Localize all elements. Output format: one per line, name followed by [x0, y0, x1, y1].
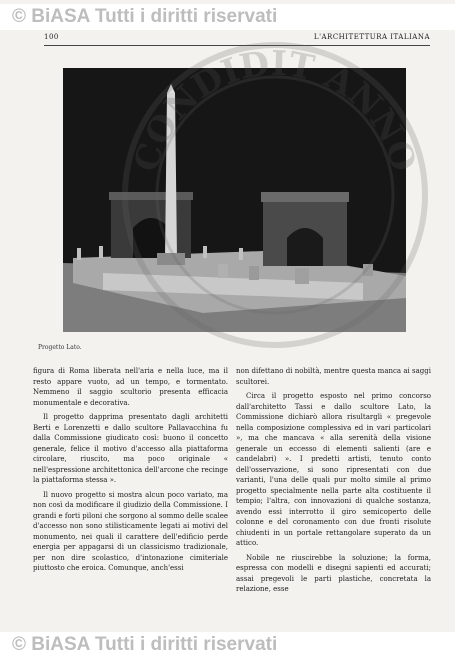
monument-model-photo [63, 68, 406, 332]
paragraph: figura di Roma liberata nell'aria e nella luce, ma il resto appare vuoto, ad un tempo, e tormentato. Nemmeno il saggio scultorio presenta efficacia monumentale e decorativa. [33, 367, 228, 407]
stamp-text: CONDIDIT ANNO [126, 43, 424, 177]
figure-caption: Progetto Lato. [38, 344, 82, 351]
paragraph: Nobile ne riuscirebbe la soluzione; la forma, espressa con modelli e disegni sapienti ed accurati; assai pregevoli le parti plastiche, concretata la relazione, esse [236, 553, 431, 593]
page-number: 100 [44, 33, 59, 41]
journal-title: L'ARCHITETTURA ITALIANA [313, 33, 430, 41]
page-header [44, 33, 430, 45]
right-column [236, 366, 431, 599]
left-column [33, 366, 228, 578]
copyright-watermark-top: © BiASA Tutti i diritti riservati [0, 4, 455, 30]
copyright-watermark-bottom: © BiASA Tutti i diritti riservati [0, 632, 455, 658]
paragraph: Circa il progetto esposto nel primo concorso dall'architetto Tassi e dallo scultore Lato, la Commissione dichiarò allora risultargli « pregevole nella composizione complessiva ed in vari particolari », ma che mancava « alla serenità della visione generale un eccesso di elementi salienti (are e candelabri) ». I predetti artisti, tenuto conto dell'osservazione, si sono ripresentati con due varianti, l'una delle quali pur molto simile al primo progetto specialmente nella parte alta costituente il tempio; l'altra, con innovazioni di qualche sostanza, avendo essi interrotto il giro semicoperto delle colonne e del coronamento con due fronti risolute chiudenti in un portale rettangolare superato da un attico. [236, 392, 431, 547]
paragraph: Il nuovo progetto si mostra alcun poco variato, ma non così da modificare il giudizio della Commissione. I grandi e forti piloni che sorgono al sommo delle scalee d'accesso non sono stilisticamente legati ai motivi del monumento, nei quali il carattere dell'edificio perde energia per appagarsi di un classicismo tradizionale, per non dire scolastico, d'intonazione cimiteriale piuttosto che eroica. Comunque, anch'essi [33, 490, 228, 572]
paragraph: Il progetto dapprima presentato dagli architetti Berti e Lorenzetti e dallo scultore Pallavacchina fu dalla Commissione giudicato così: buono il concetto generale, felice il motivo d'accesso alla piattaforma circolare, riuscito, ma poco originale « nell'espressione architettonica dell'arcone che recinge la piattaforma stessa ». [33, 413, 228, 484]
header-rule [44, 45, 430, 46]
monument-model-illustration [63, 68, 406, 332]
paragraph: non difettano di nobiltà, mentre questa manca ai saggi scultorei. [236, 367, 431, 386]
